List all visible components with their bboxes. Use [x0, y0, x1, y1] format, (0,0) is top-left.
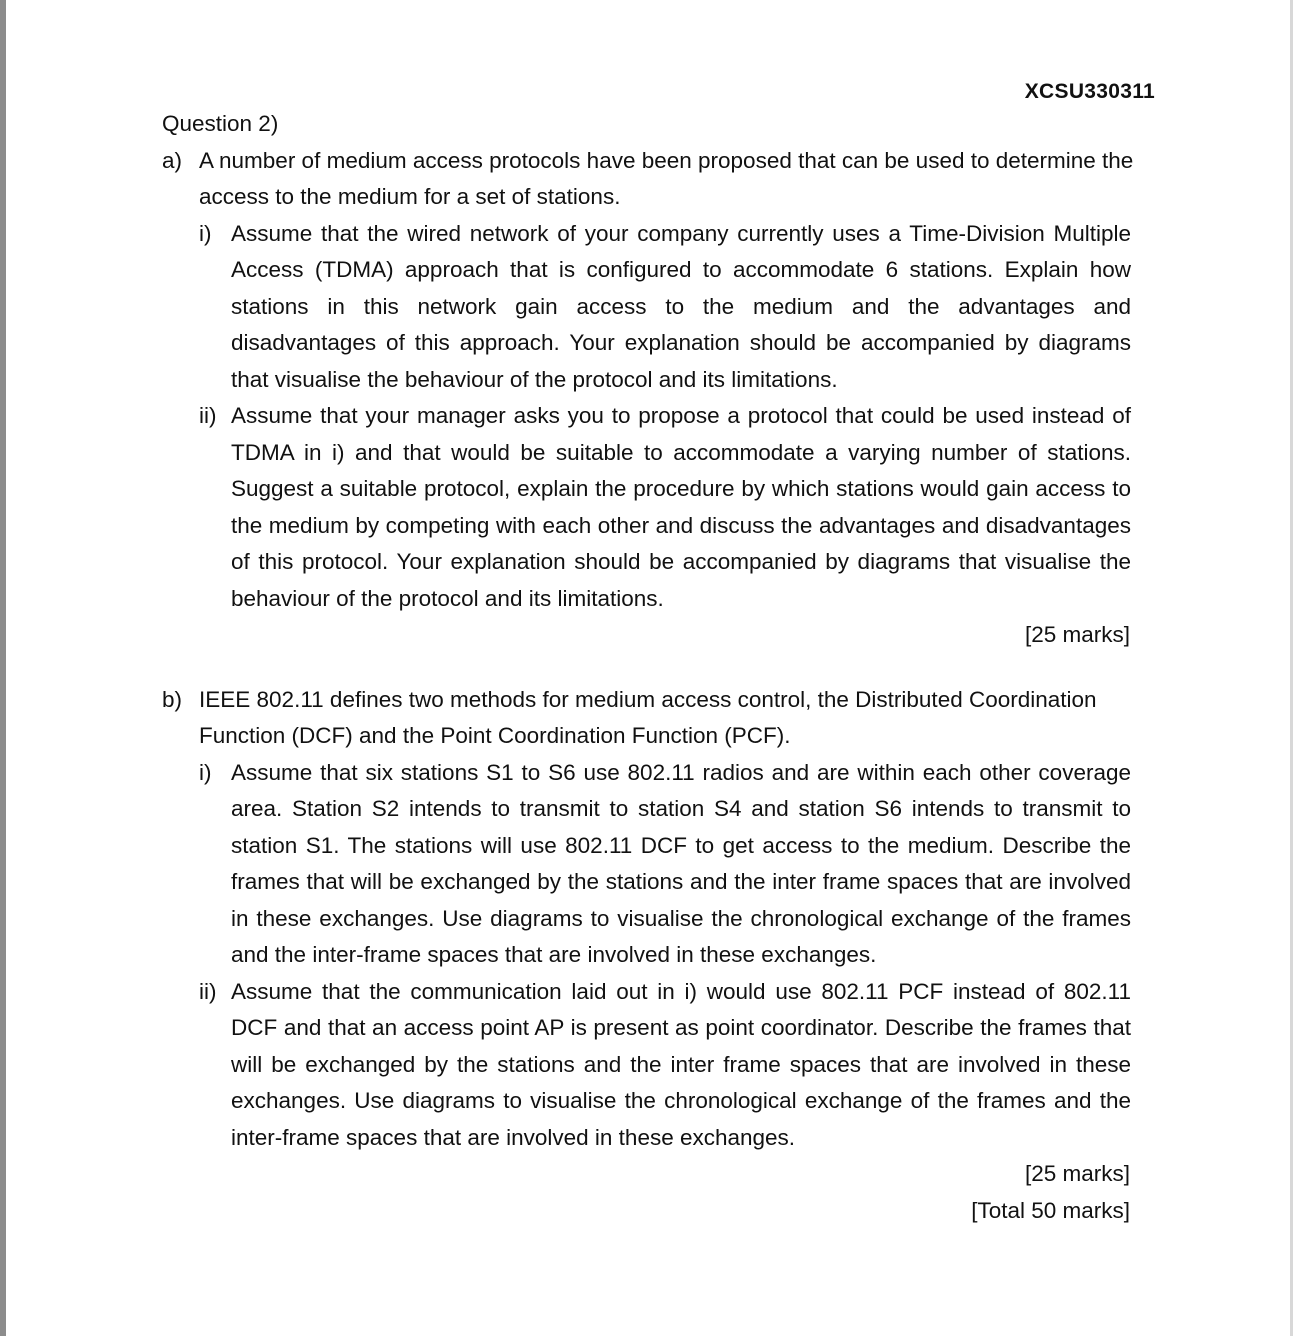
part-b-i-text: Assume that six stations S1 to S6 use 802.11 radios and are within each other coverage area. Station S2 intends to transmit to station S4 and station S6 intends to transmit to station S1. The stations will use 802.11 DCF to get access to the medium. Describe the frames that will be exchanged by the stations and the inter frame spaces that are involved in these exchanges. Use diagrams to visualise the chronological exchange of the frames and the inter-frame spaces that are involved in these exchanges.: [231, 759, 1131, 967]
part-b: [162, 682, 1152, 1157]
question-content: [162, 106, 1152, 1229]
part-b-marks: [25 marks]: [1024, 1161, 1130, 1186]
part-b-label: b): [162, 686, 183, 712]
part-a-subquestion-i: [199, 216, 1131, 399]
page-left-border: [0, 0, 6, 1336]
part-a-intro: A number of medium access protocols have been proposed that can be used to determine the access to the medium for a set of stations.: [199, 147, 1134, 209]
part-b-ii-label: ii): [199, 978, 217, 1004]
part-b-subquestion-i: [199, 755, 1131, 974]
part-a-label: a): [162, 147, 183, 173]
part-a-ii-label: ii): [199, 403, 217, 428]
part-a-i-label: i): [199, 220, 212, 246]
part-a-ii-text: Assume that your manager asks you to propose a protocol that could be used instead of TDMA in i) and that would be suitable to accommodate a varying number of stations. Suggest a suitable protocol, explain the procedure by which stations would gain access to the medium by competing with each other and discuss the advantages and disadvantages of this protocol. Your explanation should be accompanied by diagrams that visualise the behaviour of the protocol and its limitations.: [231, 403, 1131, 611]
part-a: [162, 143, 1152, 618]
part-b-intro: IEEE 802.11 defines two methods for medium access control, the Distributed Coordination Function (DCF) and the Point Coordination Function (PCF).: [199, 686, 1097, 748]
total-marks: [Total 50 marks]: [971, 1197, 1130, 1223]
question-title: Question 2): [162, 111, 279, 136]
part-a-marks: [25 marks]: [1024, 622, 1130, 647]
document-code: XCSU330311: [1024, 80, 1155, 103]
part-b-subquestion-ii: [199, 974, 1131, 1157]
part-a-subquestion-ii: [199, 398, 1131, 617]
part-b-i-label: i): [199, 759, 212, 785]
part-b-ii-text: Assume that the communication laid out in i) would use 802.11 PCF instead of 802.11 DCF and that an access point AP is present as point coordinator. Describe the frames that will be exchanged by the stations and the inter frame spaces that are involved in these exchanges. Use diagrams to visualise the chronological exchange of the frames and the inter-frame spaces that are involved in these exchanges.: [231, 978, 1131, 1150]
part-a-i-text: Assume that the wired network of your company currently uses a Time-Division Multiple Access (TDMA) approach that is configured to accommodate 6 stations. Explain how stations in this network gain access to the medium and the advantages and disadvantages of this approach. Your explanation should be accompanied by diagrams that visualise the behaviour of the protocol and its limitations.: [231, 220, 1131, 392]
